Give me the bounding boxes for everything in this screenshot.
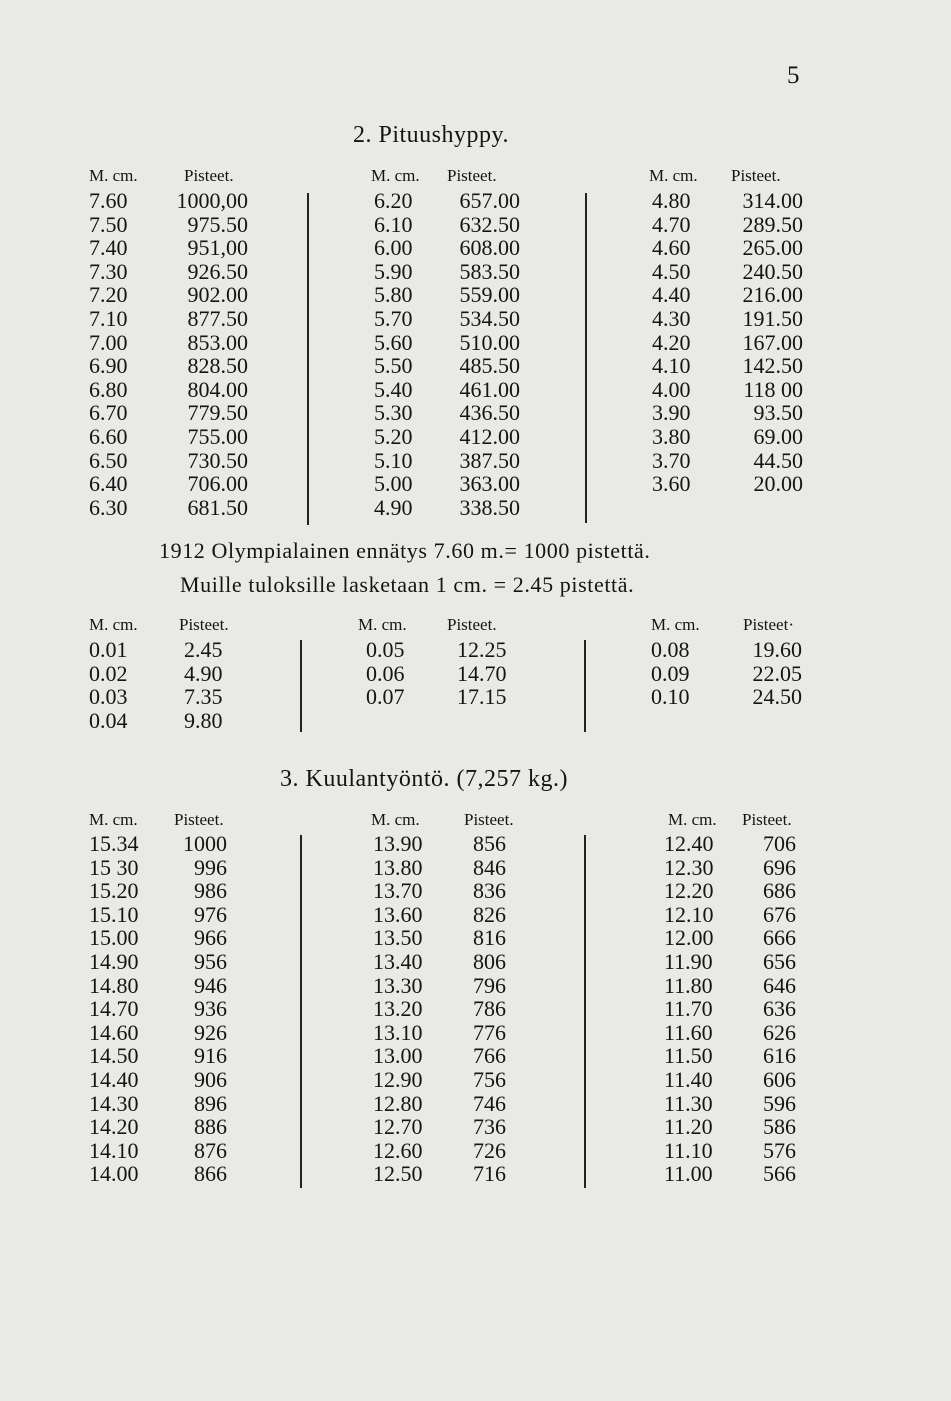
table-cell: 11.50 xyxy=(664,1043,713,1069)
table-cell: 846 xyxy=(473,854,506,880)
table-cell: 606 xyxy=(763,1066,796,1092)
table-cell: 14.70 xyxy=(457,660,507,686)
table-cell: 0.04 xyxy=(89,707,128,733)
col-header-mcm: M. cm. xyxy=(358,615,407,634)
table-cell: 12.80 xyxy=(373,1090,423,1116)
table-cell: 3.90 xyxy=(652,400,691,426)
table-cell: 363.00 xyxy=(459,471,520,497)
table-cell: 387.50 xyxy=(459,447,520,473)
table-cell: 0.07 xyxy=(366,684,405,710)
table-cell: 836 xyxy=(473,878,506,904)
table-cell: 926 xyxy=(194,1019,227,1045)
table-cell: 11.60 xyxy=(664,1019,713,1045)
col-header-pisteet: Pisteet. xyxy=(447,166,497,185)
table-cell: 7.00 xyxy=(89,329,128,355)
table-cell: 12.25 xyxy=(457,637,507,662)
table-cell: 755.00 xyxy=(187,423,248,449)
table-cell: 15.00 xyxy=(89,925,139,951)
table-cell: 4.20 xyxy=(652,329,691,355)
table-cell: 0.02 xyxy=(89,660,128,686)
table-cell: 461.00 xyxy=(459,376,520,402)
table-cell: 14.40 xyxy=(89,1066,139,1092)
table-cell: 6.70 xyxy=(89,400,128,426)
table-cell: 265.00 xyxy=(742,235,803,261)
column-mcm xyxy=(373,832,423,1186)
table-cell: 5.50 xyxy=(374,353,413,379)
table-cell: 4.30 xyxy=(652,305,691,331)
table-cell: 5.40 xyxy=(374,376,413,402)
table-cell: 14.00 xyxy=(89,1161,139,1187)
table-cell: 3.80 xyxy=(652,423,691,449)
table-cell: 13.60 xyxy=(373,901,423,927)
table-cell: 93.50 xyxy=(753,400,803,426)
table-cell: 4.90 xyxy=(374,494,413,520)
table-cell: 828.50 xyxy=(187,353,248,379)
column-divider xyxy=(584,640,586,732)
table-cell: 0.01 xyxy=(89,637,128,662)
table-cell: 14.30 xyxy=(89,1090,139,1116)
table-cell: 7.40 xyxy=(89,235,128,261)
table-cell: 4.80 xyxy=(652,188,691,213)
column-pisteet xyxy=(170,832,227,1186)
column-pisteet xyxy=(184,638,223,732)
column-pisteet xyxy=(763,832,796,1186)
table-cell: 646 xyxy=(763,972,796,998)
column-divider xyxy=(300,640,302,732)
table-cell: 12.20 xyxy=(664,878,714,904)
table-cell: 626 xyxy=(763,1019,796,1045)
table-cell: 338.50 xyxy=(459,494,520,520)
table-cell: 12.70 xyxy=(373,1114,423,1140)
table-cell: 14.90 xyxy=(89,948,139,974)
table-cell: 11.90 xyxy=(664,948,713,974)
col-header-mcm: M. cm. xyxy=(371,166,420,185)
table-cell: 1000,00 xyxy=(176,188,248,213)
table-cell: 596 xyxy=(763,1090,796,1116)
column-divider xyxy=(584,835,586,1188)
table-cell: 0.09 xyxy=(651,660,690,686)
column-mcm xyxy=(89,189,128,519)
table-cell: 779.50 xyxy=(187,400,248,426)
table-cell: 6.00 xyxy=(374,235,413,261)
column-divider xyxy=(585,193,587,523)
column-divider xyxy=(300,835,302,1188)
table-cell: 876 xyxy=(194,1137,227,1163)
table-cell: 636 xyxy=(763,996,796,1022)
table-cell: 17.15 xyxy=(457,684,507,710)
table-cell: 11.40 xyxy=(664,1066,713,1092)
table-cell: 896 xyxy=(194,1090,227,1116)
table-cell: 13.40 xyxy=(373,948,423,974)
table-cell: 3.60 xyxy=(652,471,691,497)
table-cell: 726 xyxy=(473,1137,506,1163)
table-cell: 681.50 xyxy=(187,494,248,520)
table-cell: 730.50 xyxy=(187,447,248,473)
table-cell: 6.60 xyxy=(89,423,128,449)
table-cell: 5.20 xyxy=(374,423,413,449)
table-cell: 583.50 xyxy=(459,258,520,284)
column-pisteet xyxy=(730,638,802,709)
table-cell: 0.10 xyxy=(651,684,690,710)
table-cell: 142.50 xyxy=(742,353,803,379)
table-cell: 216.00 xyxy=(742,282,803,308)
column-mcm xyxy=(89,638,128,732)
table-cell: 15.20 xyxy=(89,878,139,904)
table-cell: 69.00 xyxy=(753,423,803,449)
table-cell: 5.80 xyxy=(374,282,413,308)
table-cell: 14.70 xyxy=(89,996,139,1022)
column-pisteet xyxy=(440,189,520,519)
table-cell: 946 xyxy=(194,972,227,998)
col-header-pisteet: Pisteet. xyxy=(731,166,781,185)
table-cell: 7.10 xyxy=(89,305,128,331)
table-cell: 118 00 xyxy=(743,376,803,402)
table-cell: 866 xyxy=(194,1161,227,1187)
table-cell: 13.70 xyxy=(373,878,423,904)
table-cell: 902.00 xyxy=(187,282,248,308)
table-cell: 11.00 xyxy=(664,1161,713,1187)
table-cell: 0.05 xyxy=(366,637,405,662)
table-cell: 4.70 xyxy=(652,211,691,237)
conversion-note: Muille tuloksille lasketaan 1 cm. = 2.45 pistettä. xyxy=(180,572,635,597)
table-cell: 566 xyxy=(763,1161,796,1187)
table-cell: 412.00 xyxy=(459,423,520,449)
table-cell: 11.80 xyxy=(664,972,713,998)
table-cell: 14.80 xyxy=(89,972,139,998)
table-cell: 877.50 xyxy=(187,305,248,331)
table-cell: 22.05 xyxy=(752,660,802,686)
table-cell: 975.50 xyxy=(187,211,248,237)
table-cell: 656 xyxy=(763,948,796,974)
table-cell: 966 xyxy=(194,925,227,951)
table-cell: 746 xyxy=(473,1090,506,1116)
table-cell: 15 30 xyxy=(89,854,139,880)
column-mcm xyxy=(366,638,405,709)
table-cell: 796 xyxy=(473,972,506,998)
table-cell: 12.60 xyxy=(373,1137,423,1163)
column-mcm xyxy=(651,638,690,709)
table-cell: 12.00 xyxy=(664,925,714,951)
col-header-mcm: M. cm. xyxy=(371,810,420,829)
table-cell: 706.00 xyxy=(187,471,248,497)
table-cell: 7.50 xyxy=(89,211,128,237)
table-cell: 632.50 xyxy=(459,211,520,237)
table-cell: 806 xyxy=(473,948,506,974)
table-cell: 4.00 xyxy=(652,376,691,402)
table-cell: 926.50 xyxy=(187,258,248,284)
table-cell: 916 xyxy=(194,1043,227,1069)
table-cell: 786 xyxy=(473,996,506,1022)
table-cell: 4.90 xyxy=(184,660,223,686)
table-cell: 9.80 xyxy=(184,707,223,733)
section-title-pituushyppy: 2. Pituushyppy. xyxy=(353,122,509,148)
col-header-pisteet: Pisteet. xyxy=(174,810,224,829)
col-header-mcm: M. cm. xyxy=(89,166,138,185)
table-cell: 616 xyxy=(763,1043,796,1069)
table-cell: 6.80 xyxy=(89,376,128,402)
table-cell: 510.00 xyxy=(459,329,520,355)
table-cell: 4.60 xyxy=(652,235,691,261)
table-cell: 15.34 xyxy=(89,831,139,856)
table-cell: 5.10 xyxy=(374,447,413,473)
table-cell: 240.50 xyxy=(742,258,803,284)
table-cell: 996 xyxy=(194,854,227,880)
table-cell: 951,00 xyxy=(187,235,248,261)
col-header-pisteet: Pisteet. xyxy=(447,615,497,634)
col-header-mcm: M. cm. xyxy=(651,615,700,634)
table-cell: 14.60 xyxy=(89,1019,139,1045)
column-mcm xyxy=(652,189,691,496)
table-cell: 4.40 xyxy=(652,282,691,308)
table-cell: 6.40 xyxy=(89,471,128,497)
table-cell: 13.00 xyxy=(373,1043,423,1069)
table-cell: 12.30 xyxy=(664,854,714,880)
col-header-mcm: M. cm. xyxy=(668,810,717,829)
table-cell: 804.00 xyxy=(187,376,248,402)
table-cell: 976 xyxy=(194,901,227,927)
table-cell: 0.08 xyxy=(651,637,690,662)
table-cell: 13.50 xyxy=(373,925,423,951)
table-cell: 657.00 xyxy=(459,188,520,213)
section-title-kuulantyonto: 3. Kuulantyöntö. (7,257 kg.) xyxy=(280,766,568,792)
table-cell: 13.80 xyxy=(373,854,423,880)
table-cell: 816 xyxy=(473,925,506,951)
table-cell: 15.10 xyxy=(89,901,139,927)
record-note: 1912 Olympialainen ennätys 7.60 m.= 1000 pistettä. xyxy=(159,538,651,563)
col-header-pisteet: Pisteet. xyxy=(184,166,234,185)
col-header-mcm: M. cm. xyxy=(89,615,138,634)
table-cell: 6.10 xyxy=(374,211,413,237)
col-header-pisteet: Pisteet. xyxy=(464,810,514,829)
table-cell: 13.90 xyxy=(373,831,423,856)
table-cell: 5.60 xyxy=(374,329,413,355)
col-header-mcm: M. cm. xyxy=(89,810,138,829)
table-cell: 12.90 xyxy=(373,1066,423,1092)
table-cell: 3.70 xyxy=(652,447,691,473)
table-cell: 826 xyxy=(473,901,506,927)
table-cell: 0.06 xyxy=(366,660,405,686)
table-cell: 289.50 xyxy=(742,211,803,237)
table-cell: 13.30 xyxy=(373,972,423,998)
table-cell: 756 xyxy=(473,1066,506,1092)
table-cell: 167.00 xyxy=(742,329,803,355)
table-cell: 11.20 xyxy=(664,1114,713,1140)
table-cell: 534.50 xyxy=(459,305,520,331)
column-divider xyxy=(307,193,309,525)
table-cell: 766 xyxy=(473,1043,506,1069)
table-cell: 191.50 xyxy=(742,305,803,331)
table-cell: 7.20 xyxy=(89,282,128,308)
table-cell: 7.30 xyxy=(89,258,128,284)
table-cell: 485.50 xyxy=(459,353,520,379)
table-cell: 11.10 xyxy=(664,1137,713,1163)
table-cell: 706 xyxy=(763,831,796,856)
table-cell: 44.50 xyxy=(753,447,803,473)
table-cell: 936 xyxy=(194,996,227,1022)
table-cell: 736 xyxy=(473,1114,506,1140)
table-cell: 14.50 xyxy=(89,1043,139,1069)
col-header-pisteet: Pisteet. xyxy=(179,615,229,634)
col-header-pisteet: Pisteet· xyxy=(743,615,794,634)
table-cell: 716 xyxy=(473,1161,506,1187)
table-cell: 5.00 xyxy=(374,471,413,497)
table-cell: 856 xyxy=(473,831,506,856)
table-cell: 676 xyxy=(763,901,796,927)
table-cell: 20.00 xyxy=(753,471,803,497)
table-cell: 6.30 xyxy=(89,494,128,520)
table-cell: 14.20 xyxy=(89,1114,139,1140)
col-header-pisteet: Pisteet. xyxy=(742,810,792,829)
table-cell: 986 xyxy=(194,878,227,904)
table-cell: 776 xyxy=(473,1019,506,1045)
column-mcm xyxy=(89,832,139,1186)
table-cell: 6.20 xyxy=(374,188,413,213)
table-cell: 586 xyxy=(763,1114,796,1140)
table-cell: 5.90 xyxy=(374,258,413,284)
table-cell: 608.00 xyxy=(459,235,520,261)
column-mcm xyxy=(374,189,413,519)
table-cell: 2.45 xyxy=(184,637,223,662)
table-cell: 13.10 xyxy=(373,1019,423,1045)
table-cell: 12.10 xyxy=(664,901,714,927)
table-cell: 576 xyxy=(763,1137,796,1163)
table-cell: 5.70 xyxy=(374,305,413,331)
table-cell: 14.10 xyxy=(89,1137,139,1163)
table-cell: 7.35 xyxy=(184,684,223,710)
column-pisteet xyxy=(457,638,507,709)
table-cell: 11.30 xyxy=(664,1090,713,1116)
table-cell: 314.00 xyxy=(742,188,803,213)
table-cell: 13.20 xyxy=(373,996,423,1022)
page-number: 5 xyxy=(787,62,800,89)
table-cell: 906 xyxy=(194,1066,227,1092)
table-cell: 12.40 xyxy=(664,831,714,856)
column-pisteet xyxy=(170,189,248,519)
table-cell: 0.03 xyxy=(89,684,128,710)
table-cell: 886 xyxy=(194,1114,227,1140)
table-cell: 686 xyxy=(763,878,796,904)
table-cell: 1000 xyxy=(183,831,227,856)
table-cell: 6.50 xyxy=(89,447,128,473)
table-cell: 559.00 xyxy=(459,282,520,308)
table-cell: 19.60 xyxy=(752,637,802,662)
column-mcm xyxy=(664,832,714,1186)
table-cell: 5.30 xyxy=(374,400,413,426)
table-cell: 436.50 xyxy=(459,400,520,426)
table-cell: 696 xyxy=(763,854,796,880)
table-cell: 12.50 xyxy=(373,1161,423,1187)
table-cell: 24.50 xyxy=(752,684,802,710)
table-cell: 853.00 xyxy=(187,329,248,355)
table-cell: 6.90 xyxy=(89,353,128,379)
table-cell: 956 xyxy=(194,948,227,974)
table-cell: 11.70 xyxy=(664,996,713,1022)
table-cell: 4.50 xyxy=(652,258,691,284)
table-cell: 666 xyxy=(763,925,796,951)
table-cell: 7.60 xyxy=(89,188,128,213)
table-cell: 4.10 xyxy=(652,353,691,379)
column-pisteet xyxy=(720,189,803,496)
column-pisteet xyxy=(473,832,506,1186)
col-header-mcm: M. cm. xyxy=(649,166,698,185)
